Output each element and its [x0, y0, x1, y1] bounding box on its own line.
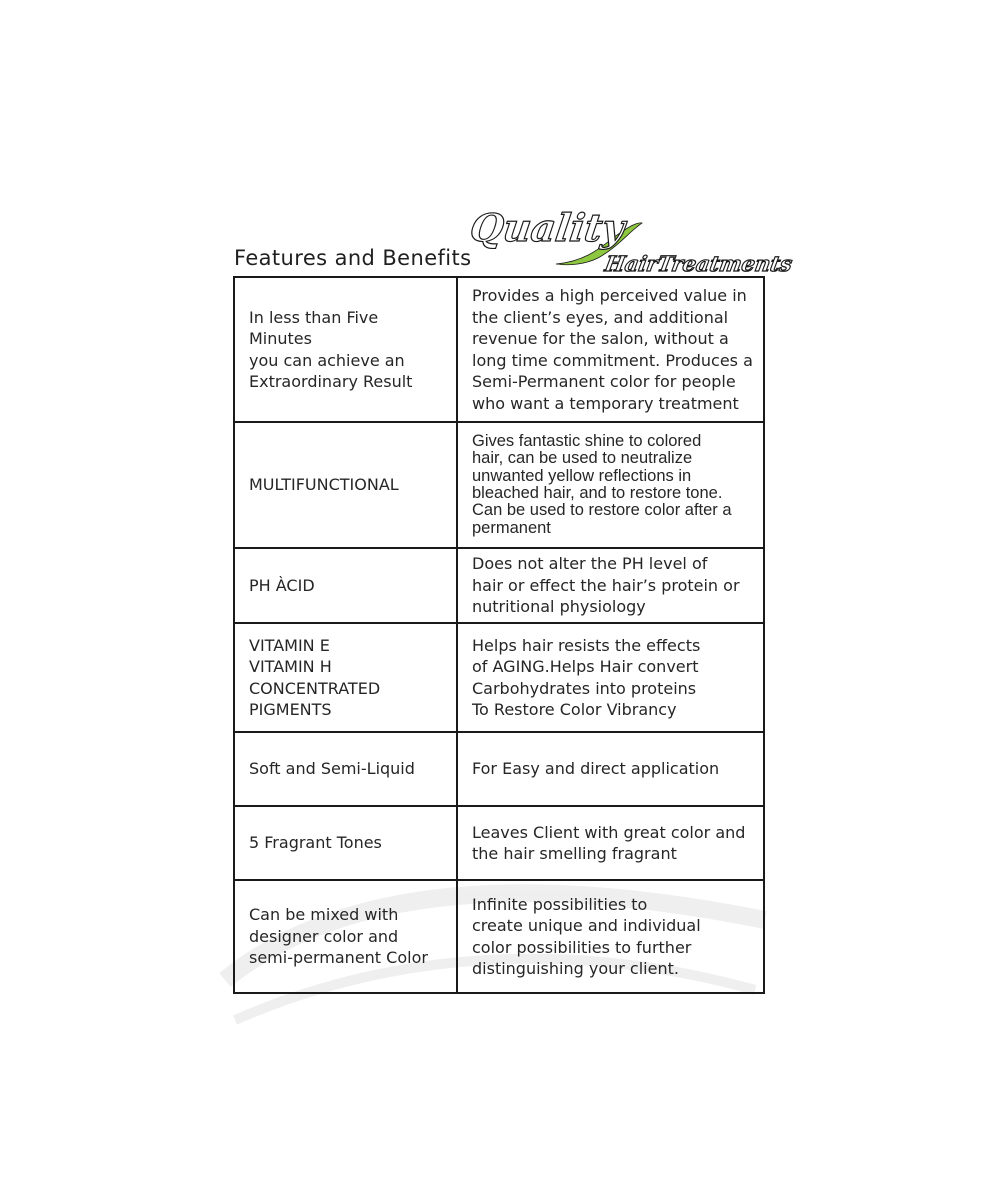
features-benefits-table — [233, 276, 765, 994]
feature-cell: 5 Fragrant Tones — [234, 806, 457, 880]
benefit-cell: Leaves Client with great color and the hair smelling fragrant — [457, 806, 764, 880]
quality-hair-treatments-logo — [467, 203, 795, 277]
table-row — [234, 623, 764, 732]
feature-cell: Can be mixed with designer color and semi-permanent Color — [234, 880, 457, 993]
benefit-cell: Provides a high perceived value in the client’s eyes, and additional revenue for the salon, without a long time commitment. Produces a Semi-Permanent color for people who want a temporary treatment — [457, 277, 764, 422]
feature-cell: In less than Five Minutes you can achieve an Extraordinary Result — [234, 277, 457, 422]
logo-word-hair-treatments: HairTreatments — [603, 251, 795, 276]
benefit-cell: Helps hair resists the effects of AGING.Helps Hair convert Carbohydrates into proteins To Restore Color Vibrancy — [457, 623, 764, 732]
table-row — [234, 806, 764, 880]
feature-cell: VITAMIN E VITAMIN H CONCENTRATED PIGMENTS — [234, 623, 457, 732]
benefit-cell: Does not alter the PH level of hair or effect the hair’s protein or nutritional physiology — [457, 548, 764, 623]
table-row — [234, 732, 764, 806]
benefit-cell: Infinite possibilities to create unique and individual color possibilities to further distinguishing your client. — [457, 880, 764, 993]
table-row — [234, 548, 764, 623]
table-row — [234, 277, 764, 422]
logo-word-quality: Quality — [467, 206, 628, 251]
feature-cell: MULTIFUNCTIONAL — [234, 422, 457, 548]
feature-cell: Soft and Semi-Liquid — [234, 732, 457, 806]
page-title: Features and Benefits — [234, 246, 472, 270]
table-row — [234, 880, 764, 993]
benefit-cell: Gives fantastic shine to colored hair, can be used to neutralize unwanted yellow reflections in bleached hair, and to restore tone. Can be used to restore color after a permanent — [457, 422, 764, 548]
benefit-cell: For Easy and direct application — [457, 732, 764, 806]
table-row — [234, 422, 764, 548]
feature-cell: PH ÀCID — [234, 548, 457, 623]
